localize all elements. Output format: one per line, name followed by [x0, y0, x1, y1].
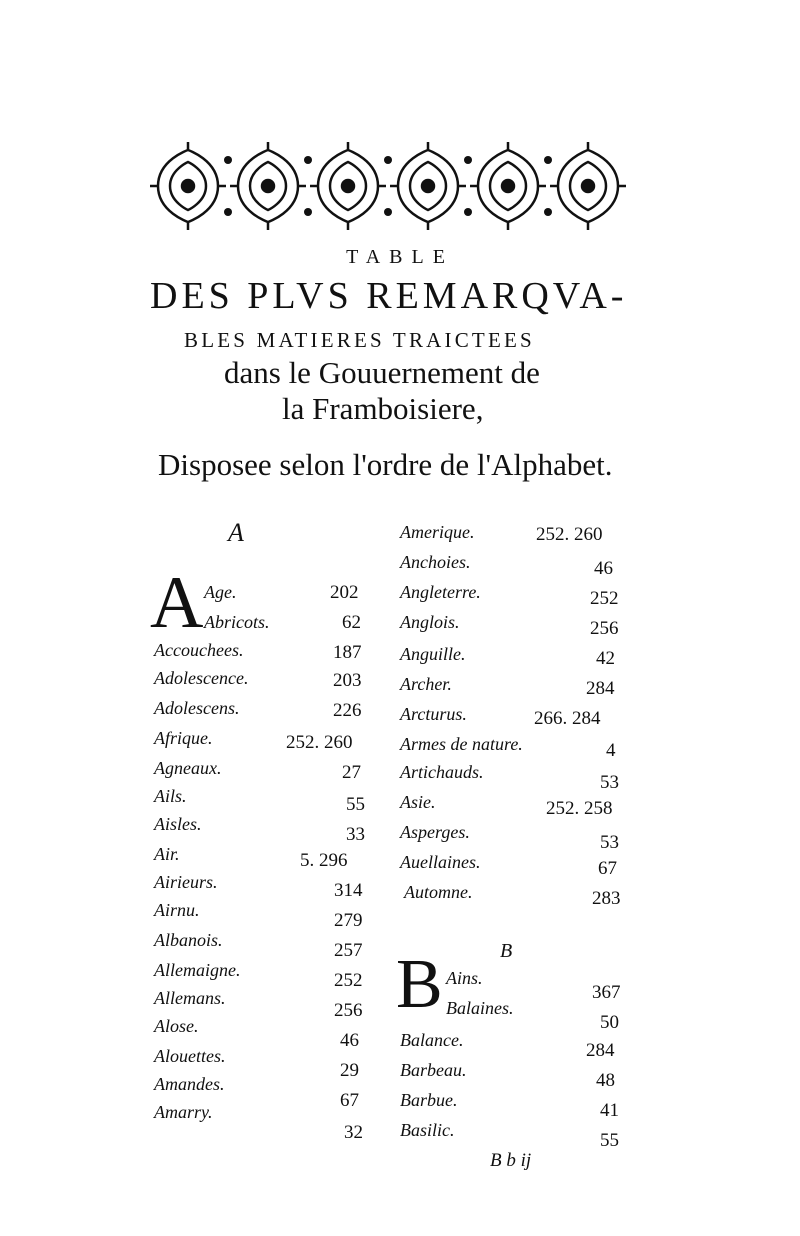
index-entry: Ails.	[154, 786, 187, 806]
page-ref: 226	[333, 700, 362, 721]
page-ref: 283	[592, 888, 621, 909]
page-ref: 4	[606, 740, 616, 761]
section-b-header: B	[500, 940, 513, 962]
page-ref: 41	[600, 1100, 619, 1121]
index-entry: Archer.	[400, 674, 452, 694]
index-entry: Airnu.	[154, 900, 200, 920]
page-ref: 67	[340, 1090, 359, 1111]
page-ref: 266. 284	[534, 708, 601, 729]
page-ref: 55	[346, 794, 365, 815]
drop-cap-a: A	[150, 562, 204, 644]
page-ref: 187	[333, 642, 362, 663]
index-entry: Albanois.	[154, 930, 223, 950]
index-entry: Automne.	[404, 882, 473, 902]
index-entry: Agneaux.	[154, 758, 222, 778]
index-entry: Armes de nature.	[400, 734, 523, 754]
index-entry: Anchoies.	[400, 552, 471, 572]
page-ref: 257	[334, 940, 363, 961]
signature-mark: B b ij	[490, 1150, 532, 1171]
title-line-4: dans le Gouuernement de	[224, 355, 540, 390]
index-entry: Amarry.	[154, 1102, 213, 1122]
page-ref: 32	[344, 1122, 363, 1143]
page-ref: 252	[590, 588, 619, 609]
page-ref: 46	[594, 558, 613, 579]
page-ref: 50	[600, 1012, 619, 1033]
index-entry: Amandes.	[154, 1074, 225, 1094]
page-ref: 27	[342, 762, 361, 783]
index-entry: Age.	[204, 582, 237, 602]
page-ref: 314	[334, 880, 363, 901]
index-entry: Amerique.	[400, 522, 475, 542]
title-line-3: BLES MATIERES TRAICTEES	[184, 328, 535, 352]
page-ref: 46	[340, 1030, 359, 1051]
index-entry: Ains.	[446, 968, 483, 988]
page-ref: 284	[586, 1040, 615, 1061]
ornamental-band	[148, 140, 626, 232]
page-ref: 252	[334, 970, 363, 991]
page-ref: 5. 296	[300, 850, 348, 871]
index-entry: Allemans.	[154, 988, 226, 1008]
index-entry: Alose.	[154, 1016, 199, 1036]
index-entry: Adolescence.	[154, 668, 249, 688]
index-entry: Adolescens.	[154, 698, 240, 718]
page-ref: 62	[342, 612, 361, 633]
title-line-5: la Framboisiere,	[282, 391, 484, 426]
index-entry: Abricots.	[204, 612, 270, 632]
section-a-header: A	[228, 518, 244, 547]
index-entry: Allemaigne.	[154, 960, 241, 980]
index-entry: Airieurs.	[154, 872, 218, 892]
index-entry: Anglois.	[400, 612, 460, 632]
title-line-2: DES PLVS REMARQVA-	[150, 275, 628, 317]
page-ref: 252. 260	[286, 732, 353, 753]
index-entry: Air.	[154, 844, 180, 864]
title-line-6: Disposee selon l'ordre de l'Alphabet.	[158, 447, 613, 482]
index-entry: Balaines.	[446, 998, 514, 1018]
page-ref: 67	[598, 858, 617, 879]
page-ref: 252. 260	[536, 524, 603, 545]
page-ref: 203	[333, 670, 362, 691]
index-entry: Afrique.	[154, 728, 213, 748]
index-entry: Balance.	[400, 1030, 464, 1050]
index-entry: Alouettes.	[154, 1046, 226, 1066]
page-ref: 256	[590, 618, 619, 639]
index-entry: Auellaines.	[400, 852, 481, 872]
page-ref: 279	[334, 910, 363, 931]
title-line-1: TABLE	[346, 246, 454, 268]
index-entry: Barbeau.	[400, 1060, 467, 1080]
page-ref: 252. 258	[546, 798, 613, 819]
index-entry: Barbue.	[400, 1090, 458, 1110]
page-ref: 367	[592, 982, 621, 1003]
index-entry: Anguille.	[400, 644, 466, 664]
index-entry: Artichauds.	[400, 762, 484, 782]
index-entry: Arcturus.	[400, 704, 467, 724]
page-ref: 256	[334, 1000, 363, 1021]
page-ref: 48	[596, 1070, 615, 1091]
page-ref: 53	[600, 772, 619, 793]
drop-cap-b: B	[396, 946, 443, 1023]
page-ref: 284	[586, 678, 615, 699]
index-entry: Angleterre.	[400, 582, 481, 602]
page-ref: 29	[340, 1060, 359, 1081]
index-entry: Aisles.	[154, 814, 202, 834]
index-entry: Accouchees.	[154, 640, 244, 660]
index-entry: Basilic.	[400, 1120, 455, 1140]
index-entry: Asperges.	[400, 822, 470, 842]
page-ref: 55	[600, 1130, 619, 1151]
page-ref: 53	[600, 832, 619, 853]
index-entry: Asie.	[400, 792, 436, 812]
page-ref: 202	[330, 582, 359, 603]
page-ref: 42	[596, 648, 615, 669]
page-ref: 33	[346, 824, 365, 845]
